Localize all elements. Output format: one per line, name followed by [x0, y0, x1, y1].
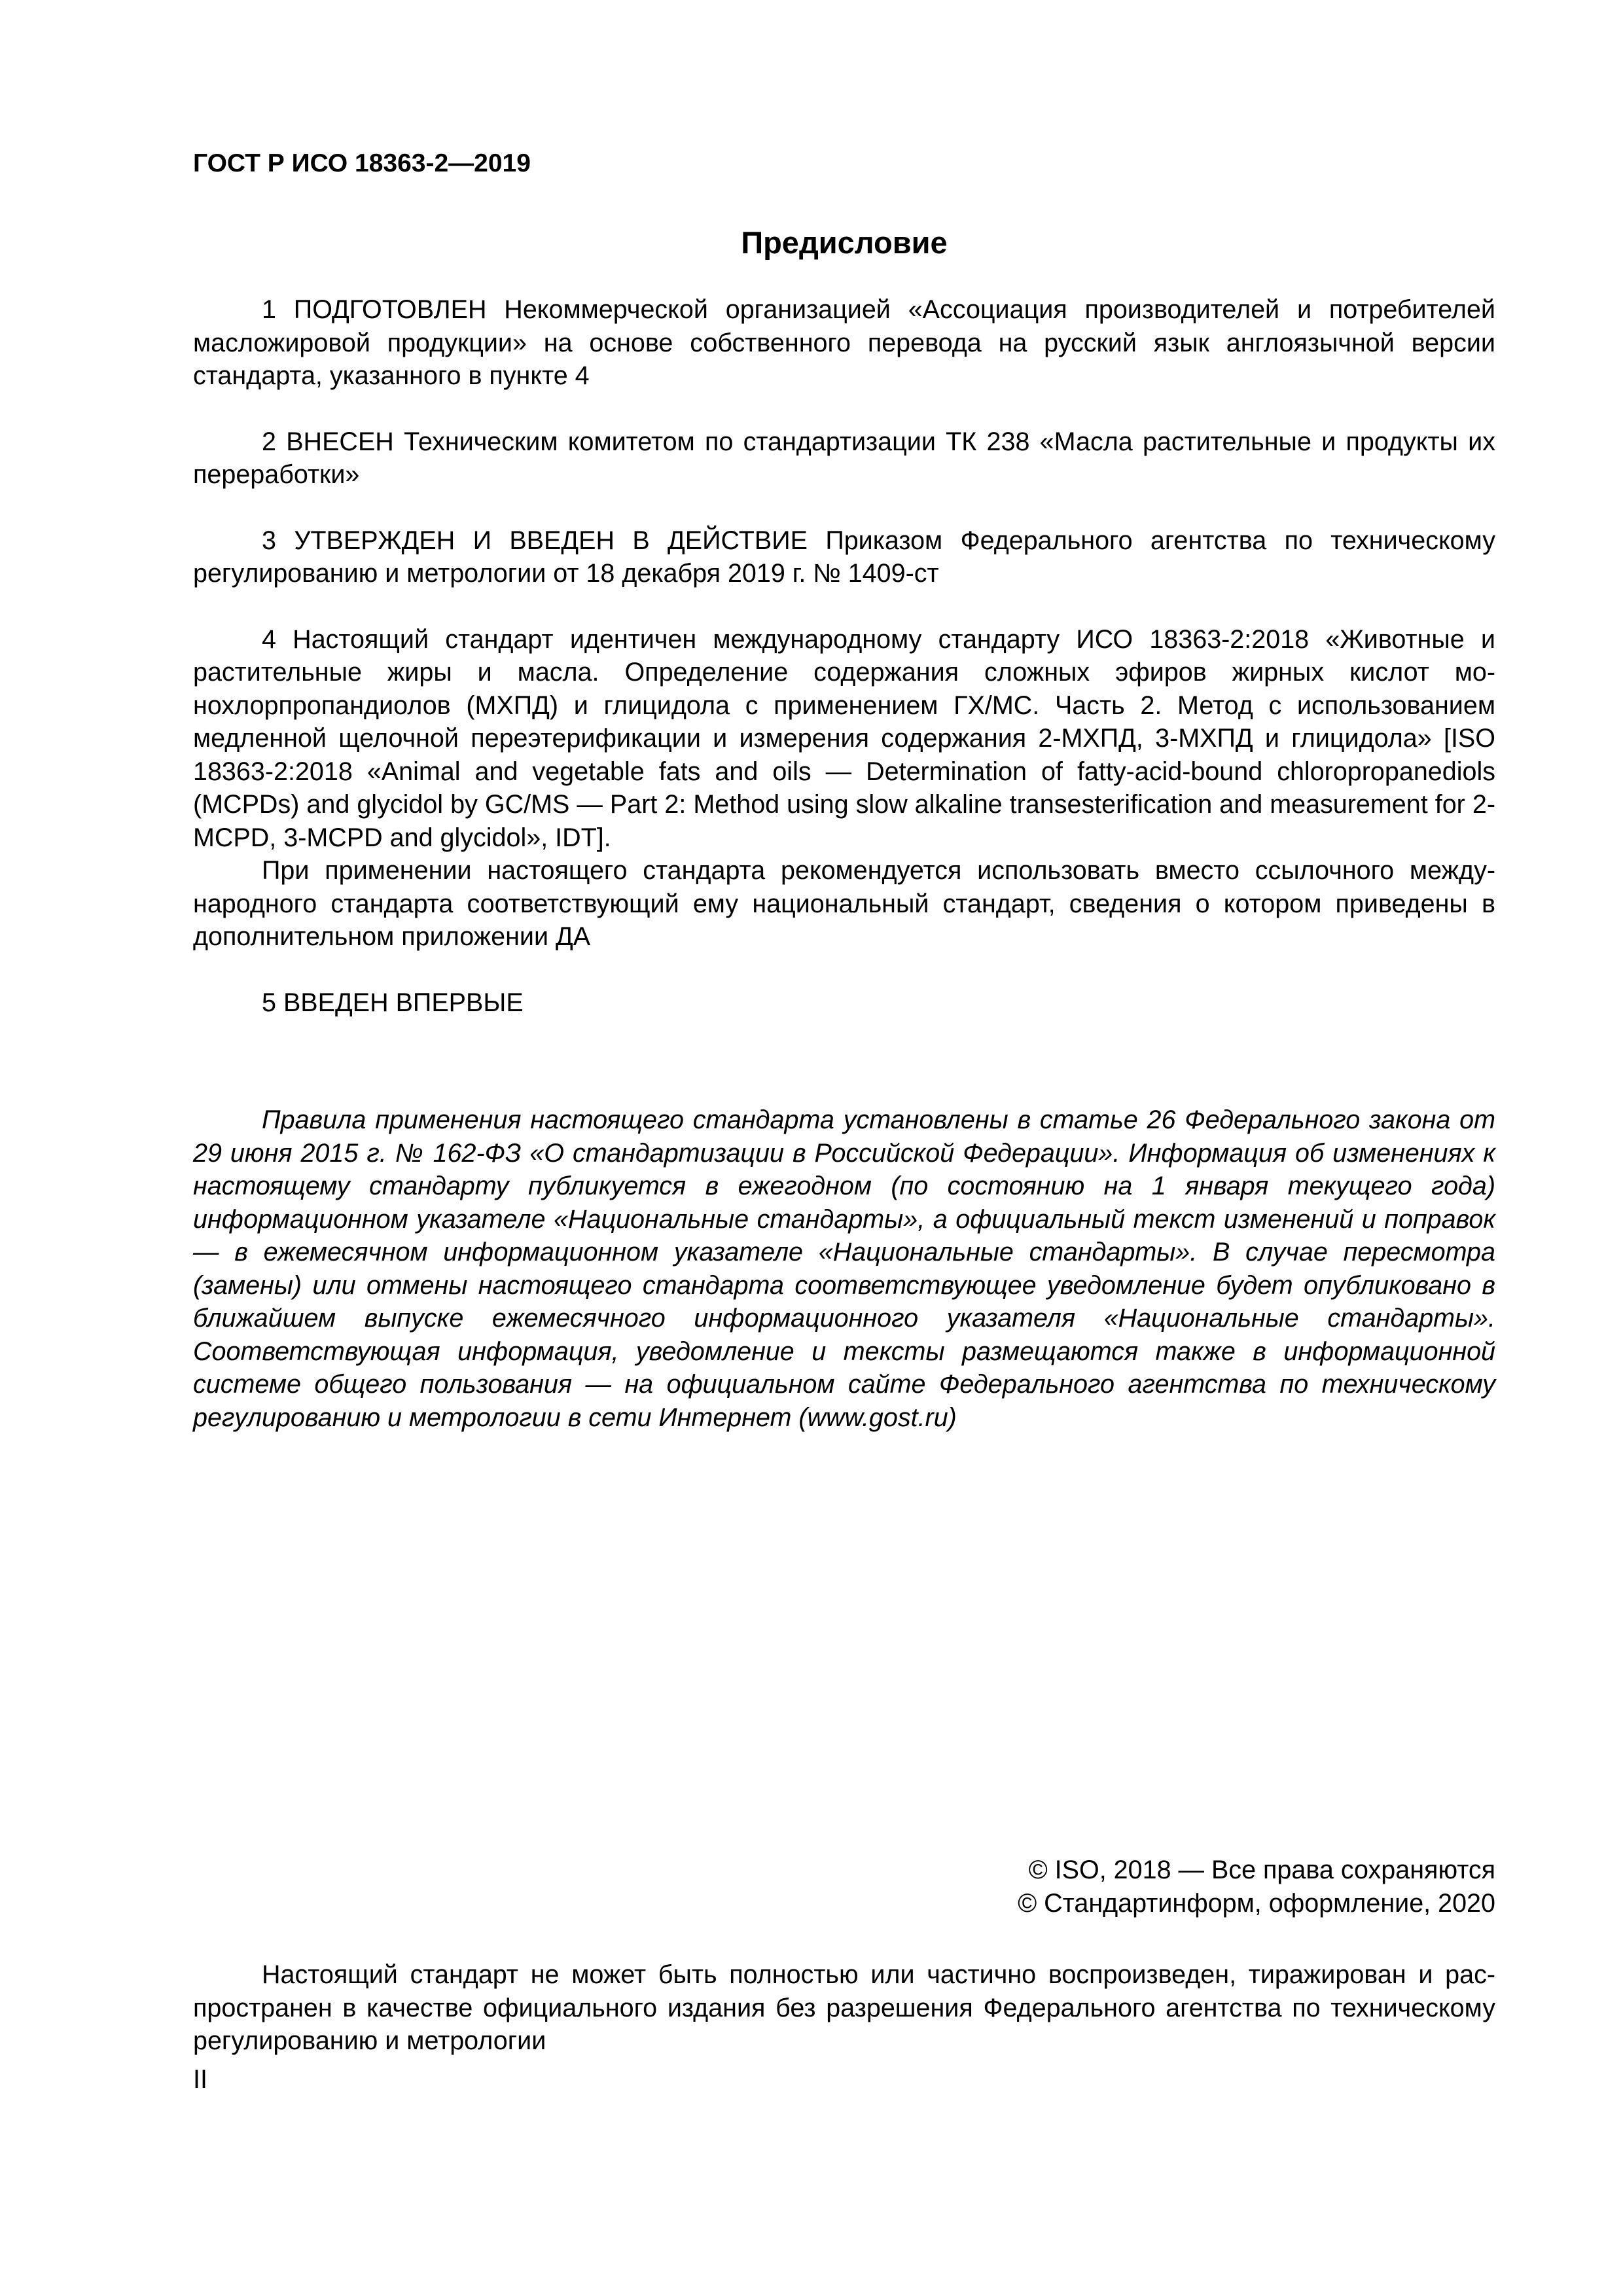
foreword-item-4-continuation: При применении настоящего стандарта рекомендуется использовать вместо ссылочного международного стандарта соответствующий ему национальный стандарт, сведения о котором приведены в дополнительном приложении ДА: [193, 856, 1495, 951]
reproduction-notice: [193, 1958, 1495, 2058]
copyright-iso: © ISO, 2018 — Все права сохраняются: [1028, 1856, 1495, 1884]
copyright-block: [1018, 1854, 1495, 1920]
foreword-item-5: 5 ВВЕДЕН ВПЕРВЫЕ: [262, 988, 524, 1017]
foreword-item-4: 4 Настоящий стандарт идентичен международному стандарту ИСО 18363-2:2018 «Животные и растительные жиры и масла. Определение содержания сложных эфиров жирных кислот монохлорпропандиолов (МХПД) и глицидола с применением ГХ/МС. Часть 2. Метод с использованием медленной щелочной переэтерификации и измерения содержания 2-МХПД, 3-МХПД и глицидола» [ISO 18363-2:2018 «Animal and vegetable fats and oils — Determination of fatty-acid-bound chloropropanediols (MCPDs) and glycidol by GC/MS — Part 2: Method using slow alkaline transesterification and measurement for 2-MCPD, 3-MCPD and glycidol», IDT].: [193, 624, 1495, 852]
page-title: Предисловие: [741, 225, 948, 260]
foreword-item-3: 3 УТВЕРЖДЕН И ВВЕДЕН В ДЕЙСТВИЕ Приказом Федерального агентства по техническому регулированию и метрологии от 18 декабря 2019 г. № 1409-ст: [193, 526, 1495, 588]
foreword-items: [193, 293, 1495, 1019]
document-code: ГОСТ Р ИСО 18363-2—2019: [193, 149, 531, 177]
copyright-publisher: © Стандартинформ, оформление, 2020: [1018, 1888, 1495, 1918]
rules-note: [193, 1103, 1495, 1434]
page-number: II: [193, 2065, 207, 2094]
foreword-item-1: 1 ПОДГОТОВЛЕН Некоммерческой организацией «Ассоциация производителей и потребителей масложировой продукции» на основе собственного перевода на русский язык англоязычной версии стандарта, указанного в пункте 4: [193, 295, 1495, 390]
foreword-item-2: 2 ВНЕСЕН Техническим комитетом по стандартизации ТК 238 «Масла растительные и продукты их переработки»: [193, 427, 1495, 489]
rules-note-text: Правила применения настоящего стандарта установлены в статье 26 Федерального закона от 29 июня 2015 г. № 162-ФЗ «О стандартизации в Российской Федерации». Информация об изменениях к настоящему стандарту публикуется в ежегодном (по состоянию на 1 января текущего года) информационном указателе «Национальные стандарты», а официальный текст изменений и поправок — в ежемесячном информационном указателе «Национальные стандарты». В случае пересмотра (замены) или отмены настоящего стандарта соответствующее уведомление будет опубликовано в ближайшем выпуске ежемесячного информационного указателя «Национальные стандарты». Соответствующая информация, уведомление и тексты размещаются также в информационной системе общего пользования — на официальном сайте Федерального агентства по техническому регулированию и метрологии в сети Интернет (www.gost.ru): [193, 1105, 1495, 1432]
reproduction-notice-text: Настоящий стандарт не может быть полностью или частично воспроизведен, тиражирован и распространен в качестве официального издания без разрешения Федерального агентства по техническому регулированию и метрологии: [193, 1960, 1495, 2055]
